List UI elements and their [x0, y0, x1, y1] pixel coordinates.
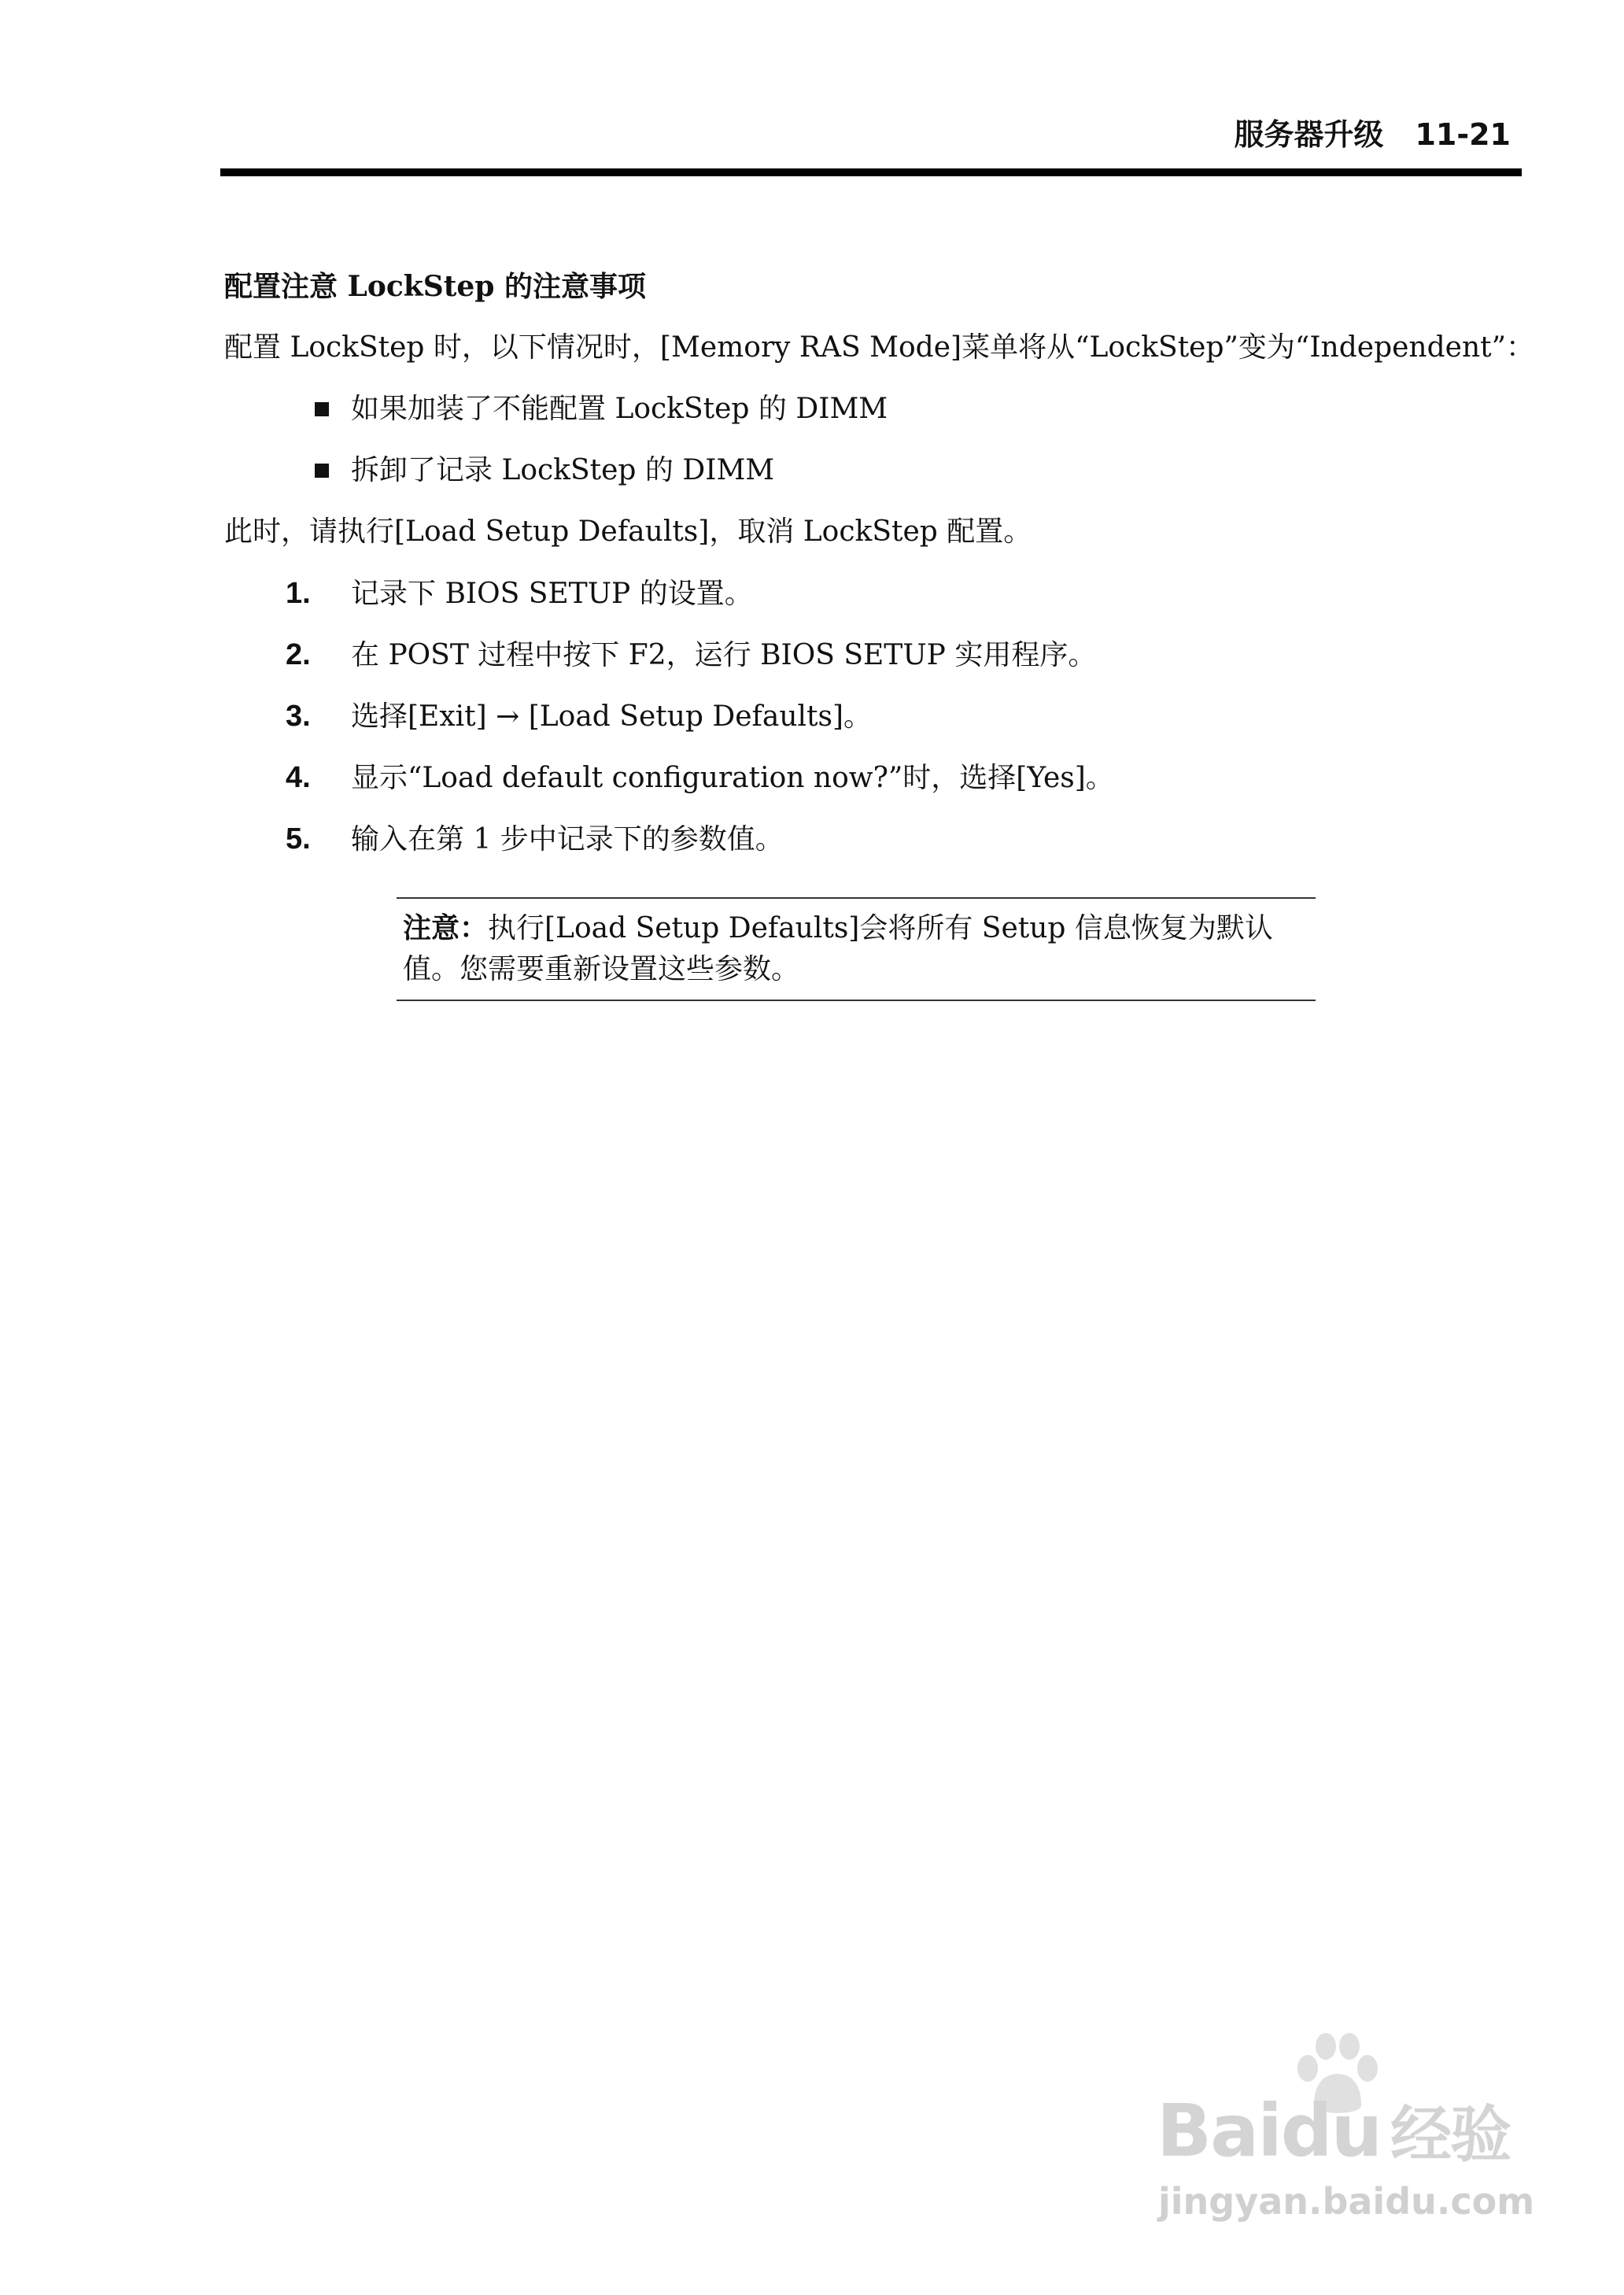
- followup-paragraph: 此时，请执行[Load Setup Defaults]，取消 LockStep 配置。: [224, 516, 1032, 548]
- section-title: 配置注意 LockStep 的注意事项: [224, 270, 646, 303]
- step-text: 选择[Exit] → [Load Setup Defaults]。: [351, 700, 873, 733]
- step-text: 在 POST 过程中按下 F2，运行 BIOS SETUP 实用程序。: [351, 639, 1097, 671]
- square-bullet-icon: [315, 402, 329, 416]
- step-number: 2.: [286, 638, 311, 671]
- step-number: 3.: [286, 700, 311, 733]
- step-number: 4.: [286, 761, 311, 794]
- intro-paragraph: 配置 LockStep 时，以下情况时，[Memory RAS Mode]菜单将从“LockStep”变为“Independent”：: [224, 331, 1535, 364]
- step-text: 记录下 BIOS SETUP 的设置。: [351, 578, 753, 610]
- step-item: [286, 823, 1538, 856]
- baidu-watermark: [1141, 2031, 1550, 2227]
- watermark-logo: [1157, 2086, 1510, 2174]
- bullet-text: 拆卸了记录 LockStep 的 DIMM: [351, 454, 775, 486]
- header-text: [1234, 110, 1511, 153]
- watermark-logo-text: Baidu: [1157, 2089, 1382, 2173]
- bullet-item: [315, 394, 1538, 425]
- note-text: 执行[Load Setup Defaults]会将所有 Setup 信息恢复为默认值。您需要重新设置这些参数。: [403, 912, 1273, 985]
- step-item: [286, 578, 1538, 610]
- step-item: [286, 639, 1538, 671]
- note-label: 注意：: [403, 912, 489, 944]
- main-content: [224, 271, 1538, 885]
- step-item: [286, 700, 1538, 733]
- bullet-text: 如果加装了不能配置 LockStep 的 DIMM: [351, 393, 888, 425]
- page-number: 11-21: [1415, 117, 1511, 152]
- step-number: 5.: [286, 822, 311, 856]
- step-text: 显示“Load default configuration now?”时，选择[Yes]。: [351, 762, 1114, 794]
- chapter-title: 服务器升级: [1234, 117, 1384, 152]
- step-text: 输入在第 1 步中记录下的参数值。: [351, 823, 784, 856]
- watermark-logo-cn: 经验: [1390, 2100, 1511, 2171]
- page-header: [220, 110, 1522, 173]
- watermark-url: jingyan.baidu.com: [1158, 2180, 1535, 2223]
- bullet-list: [224, 394, 1538, 486]
- note-box: [397, 897, 1316, 1001]
- step-list: [224, 578, 1538, 856]
- square-bullet-icon: [315, 464, 329, 478]
- step-item: [286, 762, 1538, 794]
- step-number: 1.: [286, 577, 311, 610]
- bullet-item: [315, 455, 1538, 486]
- header-rule: [220, 168, 1522, 176]
